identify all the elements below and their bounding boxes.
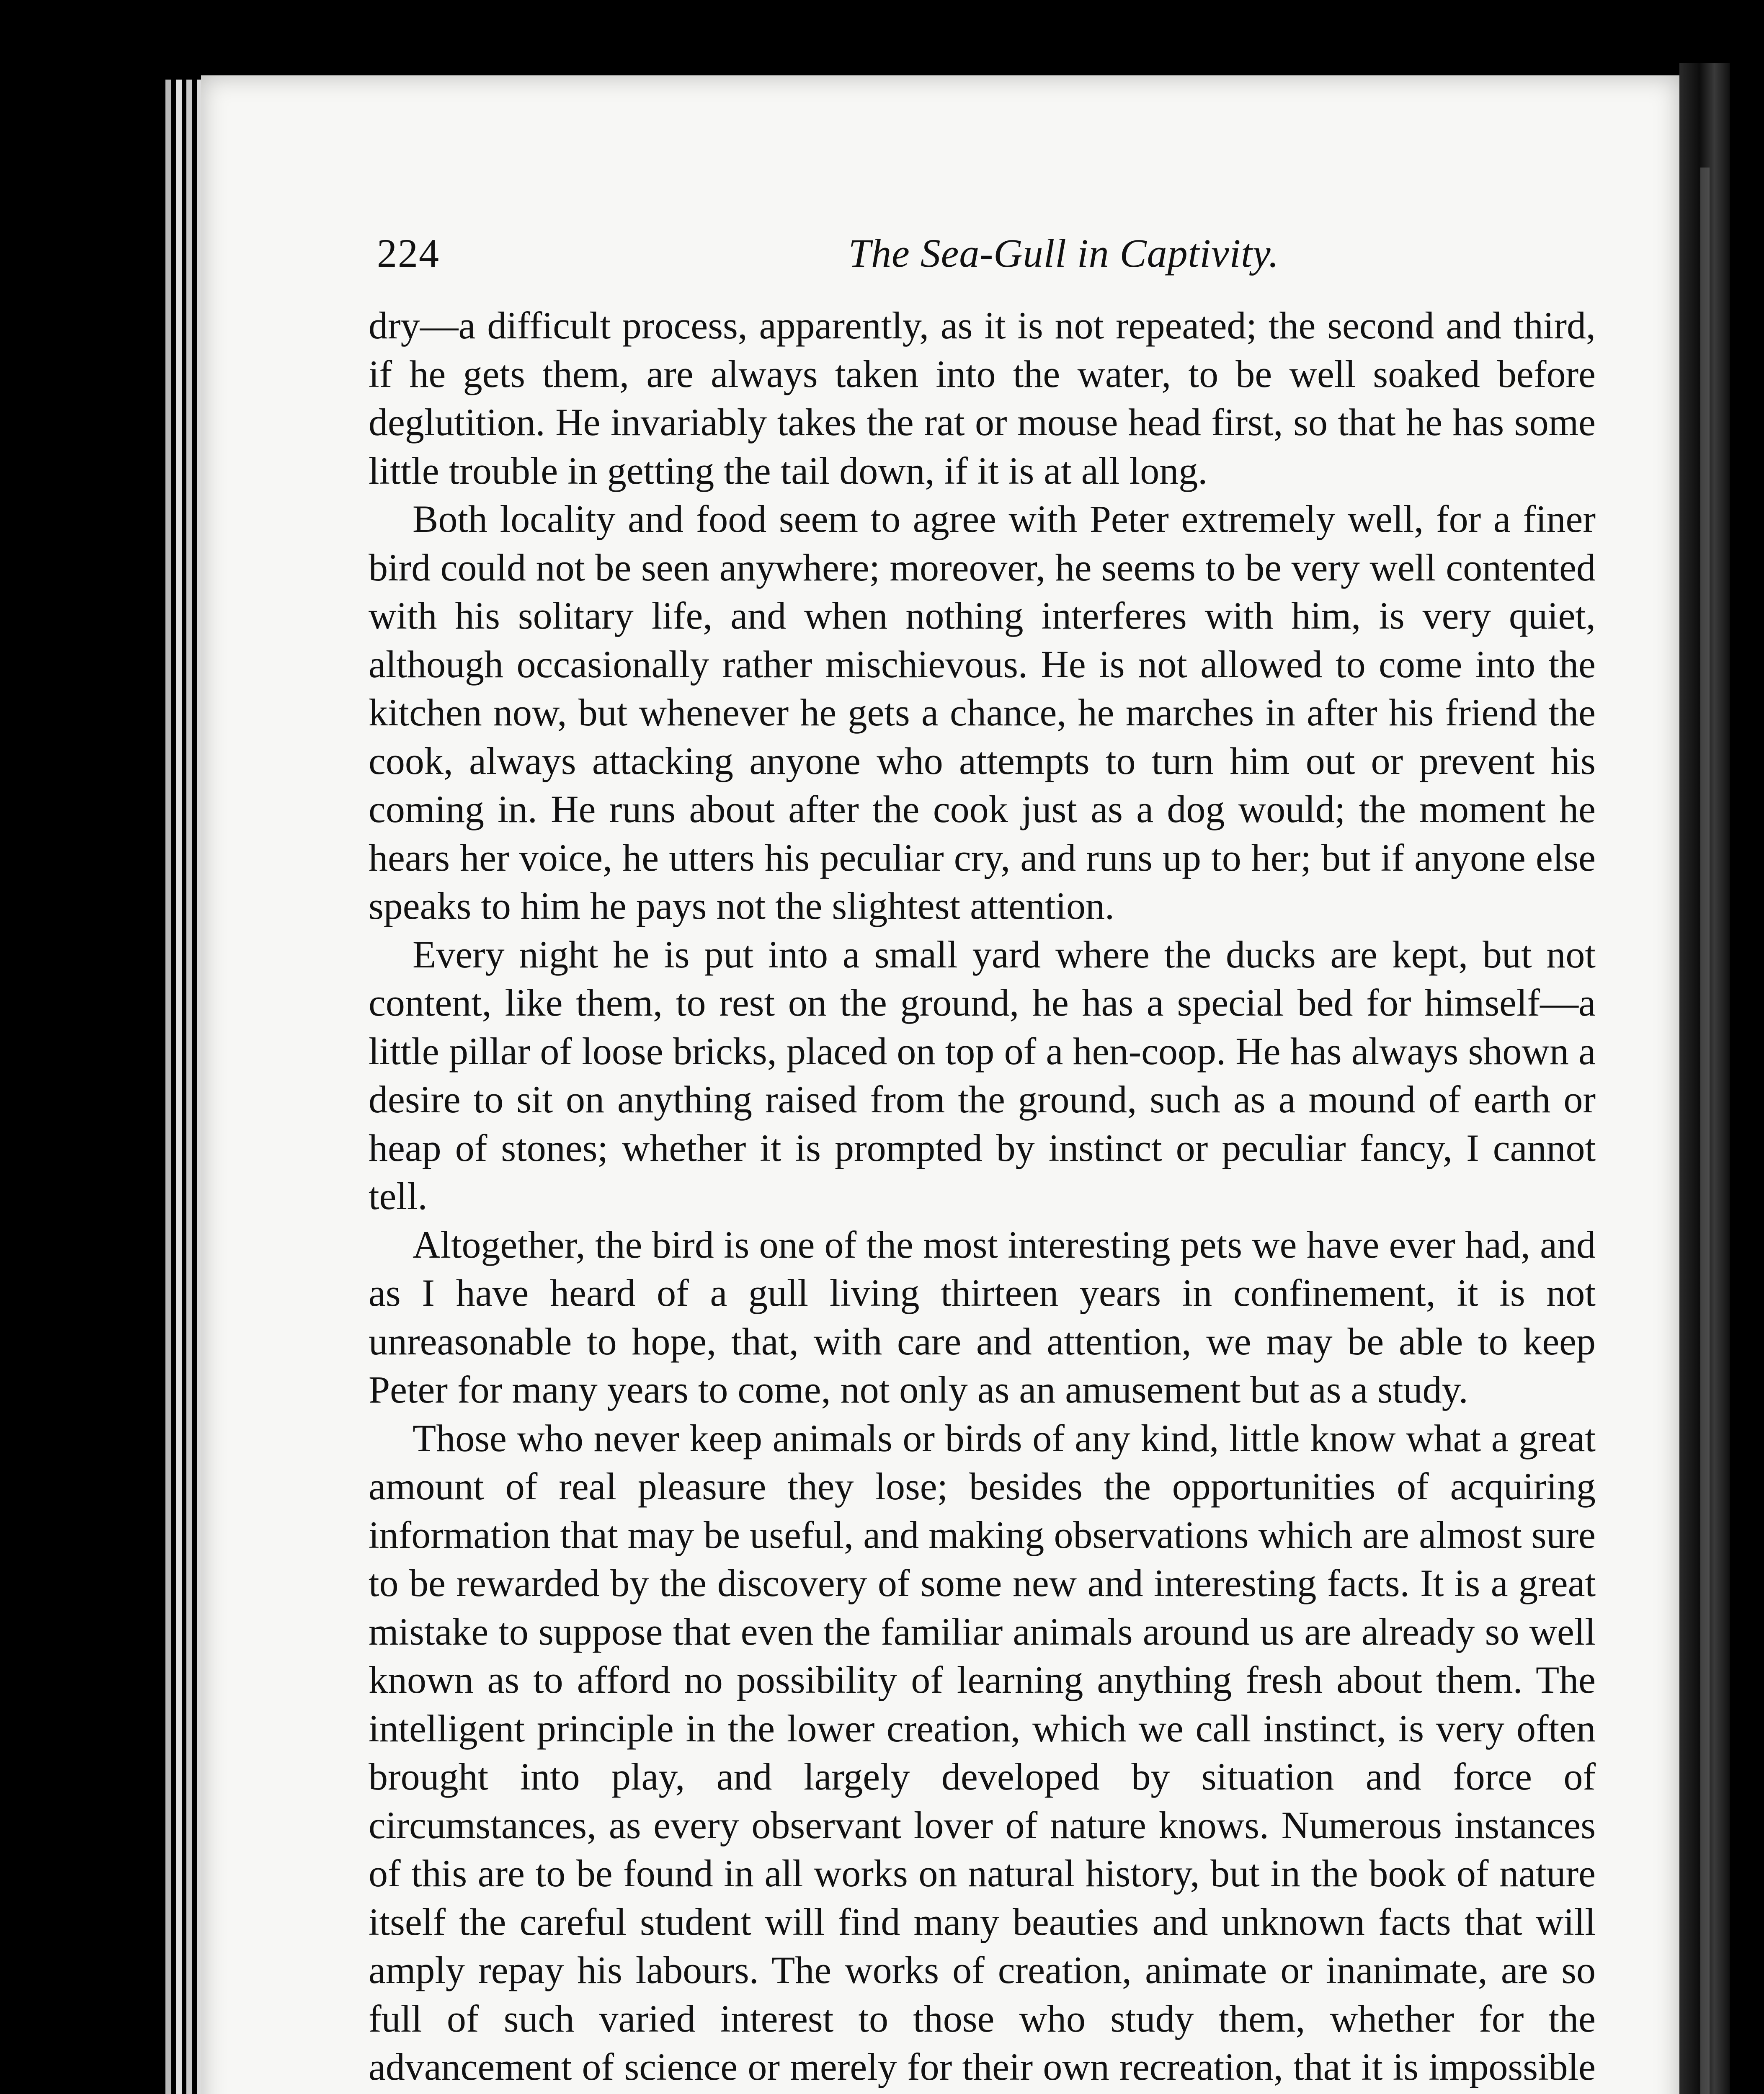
running-title: The Sea-Gull in Captivity.	[848, 231, 1279, 276]
page-stack-edge	[186, 80, 192, 2094]
page-number: 224	[377, 231, 440, 276]
paragraph: Both locality and food seem to agree with Peter extremely well, for a finer bird could not be seen anywhere; moreover, he seems to be very well contented with his solitary life, and when nothing interferes with him, is very quiet, although occasionally rather mischievous. He is not allowed to come into the kitchen now, but whenever he gets a chance, he marches in after his friend the cook, always attacking anyone who attempts to turn him out or prevent his coming in. He runs about after the cook just as a dog would; the moment he hears her voice, he utters his peculiar cry, and runs up to her; but if anyone else speaks to him he pays not the slightest attention.	[369, 498, 1596, 927]
printed-page	[201, 75, 1679, 2094]
spine-highlight	[1700, 168, 1710, 2094]
paragraph: Those who never keep animals or birds of any kind, little know what a great amount of real pleasure they lose; besides the opportunities of acquiring information that may be useful, and making observations which are almost sure to be rewarded by the discovery of some new and interesting facts. It is a great mistake to suppose that even the familiar animals around us are already so well known as to afford no possibility of learning anything fresh about them. The intelligent principle in the lower creation, which we call instinct, is very often brought into play, and largely developed by situation and force of circumstances, as every observant lover of nature knows. Numerous instances of this are to be found in all works on natural history, but in the book of nature itself the careful student will find many beauties and unknown facts that will amply repay his labours. The works of creation, animate or inanimate, are so full of such varied interest to those who study them, whether for the advancement of science or merely for their own recreation, that it is impossible	[369, 1416, 1596, 2088]
paragraph: Altogether, the bird is one of the most interesting pets we have ever had, and as I have heard of a gull living thirteen years in confinement, it is not unreasonable to hope, that, with care and attention, we may be able to keep Peter for many years to come, not only as an amusement but as a study.	[369, 1223, 1596, 1411]
paragraph: dry—a difficult process, apparently, as it is not repeated; the second and third, if he gets them, are always taken into the water, to be well soaked before deglutition. He invariably takes the rat or mouse head first, so that he has some little trouble in getting the tail down, if it is at all long.	[369, 304, 1596, 492]
page-stack-edge	[176, 80, 182, 2094]
running-head	[377, 226, 1591, 281]
body-text	[369, 302, 1596, 2094]
paragraph: Every night he is put into a small yard where the ducks are kept, but not content, like them, to rest on the ground, he has a special bed for himself—a little pillar of loose bricks, placed on top of a hen-coop. He has always shown a desire to sit on anything raised from the ground, such as a mound of earth or heap of stones; whether it is prompted by instinct or peculiar fancy, I cannot tell.	[369, 933, 1596, 1217]
page-stack-edge	[165, 80, 171, 2094]
